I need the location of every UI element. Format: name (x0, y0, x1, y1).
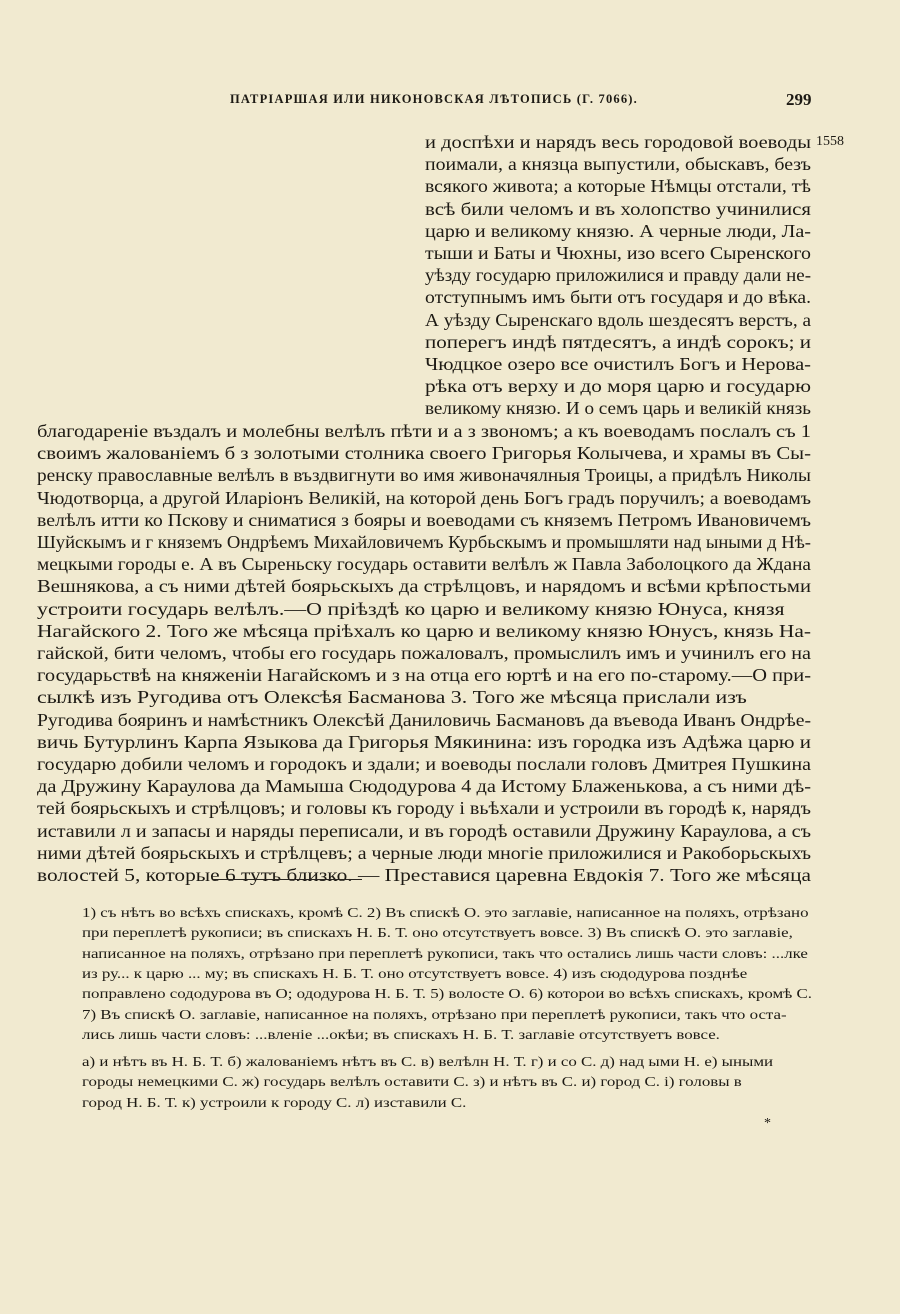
text-line: Чюдотворца, а другой Иларіонъ Великій, на которой день Богъ градъ поручилъ; а воеводамъ (37, 487, 811, 508)
text-line: и доспѣхи и нарядъ весь городовой воеводы (425, 132, 811, 152)
text-line: государю добили челомъ и городокъ и здали; и воеводы послали головъ Дмитрея Пушкина (37, 754, 812, 774)
text-line: уѣзду государю приложилися и правду дали не- (425, 265, 811, 286)
text-line: Чюдцкое озеро все очистилъ Богъ и Нерова- (425, 354, 811, 374)
text-line: велѣлъ итти ко Пскову и сниматися з бояры и воеводами съ княземъ Петромъ Ивановичемъ (37, 509, 811, 530)
text-line: А уѣзду Сыренскаго вдоль шездесятъ верстъ, а (425, 309, 811, 330)
footnote-line: город Н. Б. Т. к) устроили к городу С. л) изставили С. (82, 1094, 467, 1110)
text-line: ними дѣтей боярьскыхъ и стрѣлцевъ; а черные люди многіе приложилися и Ракоборьскыхъ (37, 842, 811, 863)
text-line: всякого живота; а которые Нѣмцы отстали, тѣ (425, 176, 811, 197)
footnote-line: а) и нѣтъ въ Н. Б. Т. б) жалованіемъ нѣтъ въ С. в) велѣлн Н. Т. г) и со С. д) над ыми Н. е) ыными (82, 1054, 774, 1069)
text-line: рѣка отъ верху и до моря царю и государю (425, 376, 811, 397)
text-line: вичь Бутурлинъ Карпа Языкова да Григорья Мякинина: изъ городка изъ Адѣжа царю и (37, 731, 811, 752)
text-line: государьствѣ на княженіи Нагайскомъ и з на отца его юртѣ и на его по-старому.—О при- (37, 665, 811, 686)
footnote-line: 1) съ нѣтъ во всѣхъ спискахъ, кромѣ С. 2) Въ спискѣ О. это заглавіе, написанное на поляхъ, отрѣзано (82, 905, 809, 920)
footnote-line: городы немецкими С. ж) государь велѣлъ оставити С. з) и нѣтъ въ С. и) город С. і) головы в (82, 1074, 742, 1090)
text-line: поперегъ индѣ пятдесятъ, а индѣ сорокъ; и (425, 331, 811, 352)
footnote-line: написанное на поляхъ, отрѣзано при переплетѣ рукописи, такъ что остались лишь части словъ: ...лке (82, 945, 808, 961)
text-line: всѣ били челомъ и въ холопство учинилися (425, 198, 811, 219)
text-line: своимъ жалованіемъ б з золотыми столника своего Григорья Колычева, и храмы въ Сы- (37, 443, 811, 464)
text-line: гайской, бити челомъ, чтобы его государь пожаловалъ, промыслилъ имъ и учинилъ его на (37, 643, 811, 663)
text-line: отступнымъ имъ быти отъ государя и до вѣка. (425, 287, 811, 308)
text-line: Нагайского 2. Того же мѣсяца пріѣхалъ ко царю и великому князю Юнусъ, князь На- (37, 620, 811, 641)
running-title: ПАТРІАРШАЯ ИЛИ НИКОНОВСКАЯ ЛѢТОПИСЬ (Г. 7066). (230, 92, 638, 106)
footnote-divider (212, 879, 362, 880)
footnote-line: из ру... к царю ... му; въ спискахъ Н. Б. Т. оно отсутствуетъ вовсе. 4) изъ сюдодурова позднѣе (82, 965, 748, 981)
text-line: Вешнякова, а съ ними дѣтей боярьскыхъ да стрѣлцовъ, и нарядомъ и всѣми крѣпостьми (37, 576, 811, 597)
footnote-line: лись лишь части словъ: ...вленіе ...окѣи; въ спискахъ Н. Б. Т. заглавіе отсутствуетъ вовсе. (82, 1026, 720, 1042)
text-line: поимали, а князца выпустили, обыскавъ, безъ (425, 154, 811, 175)
footnote-line: при переплетѣ рукописи; въ спискахъ Н. Б. Т. оно отсутствуетъ вовсе. 3) Въ спискѣ О. это заглавіе, (82, 925, 793, 941)
footnote-line: поправлено сододурова въ О; ододурова Н. Б. Т. 5) волосте О. 6) которои во всѣхъ спискахъ, кромѣ С. (82, 986, 812, 1002)
text-line: благодареніе въздалъ и молебны велѣлъ пѣти и а з звономъ; а къ воеводамъ послалъ съ 1 (37, 421, 811, 441)
text-line: мецкыми городы е. А въ Сыреньску государь оставити велѣлъ ж Павла Заболоцкого да Ждана (37, 554, 811, 575)
text-line: тыши и Баты и Чюхны, изо всего Сыренского (425, 243, 811, 263)
text-line: царю и великому князю. А черные люди, Ла- (425, 220, 811, 241)
text-line: сылкѣ изъ Ругодива отъ Олексѣя Басманова 3. Того же мѣсяца прислали изъ (37, 687, 747, 708)
text-line: волостей 5, которые 6 тутъ близко. — Преставися царевна Евдокія 7. Того же мѣсяца (37, 865, 811, 885)
text-line: тей боярьскыхъ и стрѣлцовъ; и головы къ городу і вьѣхали и устроили въ городѣ к, нарядъ (37, 798, 811, 819)
text-line: Ругодива бояринъ и намѣстникъ Олексѣй Даниловичь Басмановъ да въевода Иванъ Ондрѣе- (37, 709, 811, 730)
margin-year: 1558 (816, 134, 844, 149)
text-line: иставили л и запасы и наряды переписали, и въ городѣ оставили Дружину Караулова, а съ (37, 820, 811, 841)
text-line: великому князю. И о семъ царь и великiй князь (425, 398, 811, 419)
text-line: ренску православные велѣлъ в въздвигнути во имя живоначялныя Троицы, а придѣлъ Николы (37, 465, 811, 486)
text-line: устроити государь велѣлъ.—О пріѣздѣ ко царю и великому князю Юнуса, князя (37, 598, 785, 619)
text-line: Шуйскымъ и г княземъ Ондрѣемъ Михайловичемъ Курбьскымъ и промышляти над ыными д Нѣ- (37, 532, 811, 552)
page-mark: * (764, 1116, 771, 1131)
page-number: 299 (786, 90, 812, 109)
text-line: да Дружину Караулова да Мамыша Сюдодурова 4 да Истому Блаженькова, а съ ними дѣ- (37, 776, 811, 797)
footnote-line: 7) Въ спискѣ О. заглавіе, написанное на поляхъ, отрѣзано при переплетѣ рукописи, такъ что оста- (82, 1006, 787, 1022)
